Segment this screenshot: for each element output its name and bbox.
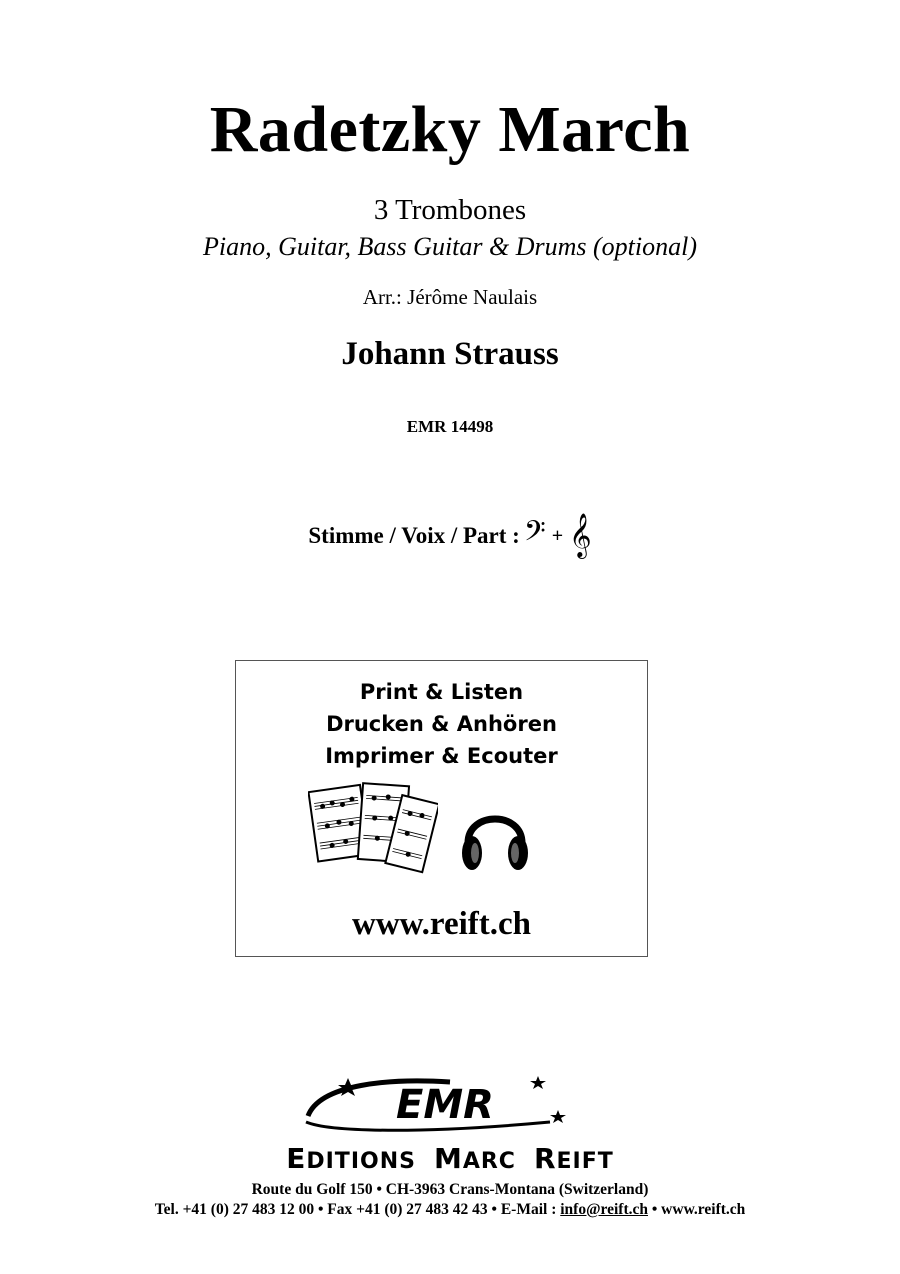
sheet-music-icon (308, 779, 438, 879)
promo-line-english: Print & Listen (359, 680, 524, 704)
treble-clef-icon: 𝄞 (569, 515, 592, 557)
composer: Johann Strauss (341, 336, 559, 372)
publisher-word-marc: MARC (433, 1142, 516, 1175)
contact-phone-fax: Tel. +41 (0) 27 483 12 00 • Fax +41 (0) 27 483 42 43 • E-Mail : (154, 1201, 561, 1218)
print-listen-box (235, 660, 648, 957)
contact-website[interactable]: • www.reift.ch (648, 1201, 746, 1218)
publisher-word-editions: EDITIONS (286, 1142, 416, 1175)
emr-logo-text: EMR (396, 1082, 494, 1128)
instrumentation: Piano, Guitar, Bass Guitar & Drums (optional) (202, 232, 698, 261)
bass-clef-icon: 𝄢 (523, 517, 546, 554)
part-label: Stimme / Voix / Part : (308, 523, 520, 548)
part-line (0, 516, 900, 556)
promo-url[interactable]: www.reift.ch (351, 906, 532, 942)
plus-sign: + (551, 525, 564, 547)
title: Radetzky March (209, 93, 691, 166)
publisher-name (0, 1144, 900, 1177)
publisher-address: Route du Golf 150 • CH-3963 Crans-Montana (Switzerland) (251, 1181, 649, 1198)
publisher-contact (0, 1200, 900, 1220)
subtitle: 3 Trombones (373, 194, 527, 226)
catalog-number: EMR 14498 (406, 417, 494, 436)
email-link[interactable]: info@reift.ch (560, 1201, 648, 1218)
arranger: Arr.: Jérôme Naulais (362, 285, 538, 309)
emr-logo (300, 1072, 580, 1136)
publisher-word-reift: REIFT (533, 1142, 614, 1175)
headphones-icon (458, 797, 532, 877)
promo-line-french: Imprimer & Ecouter (325, 744, 558, 768)
promo-line-german: Drucken & Anhören (326, 712, 557, 736)
